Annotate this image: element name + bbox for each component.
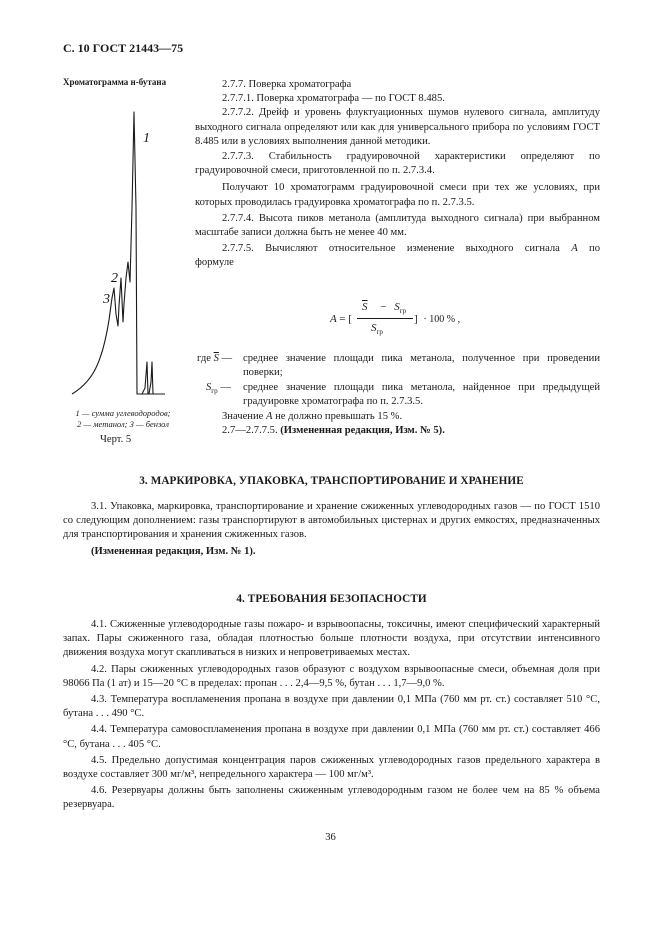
peak-label-2: 2 xyxy=(111,271,118,286)
formula-fraction-bar xyxy=(357,318,413,319)
formula-denominator xyxy=(371,322,383,336)
formula-tail xyxy=(414,313,460,325)
amendment-2-7 xyxy=(222,424,445,438)
para-4-6: 4.6. Резервуары должны быть заполнены сжиженным углеводородным газом не более чем на 85 % объема резервуара. xyxy=(63,785,600,811)
legend-line-2: 2 — метанол; 3 — бензол xyxy=(77,419,169,429)
amendment-note: (Измененная редакция, Изм. № 5). xyxy=(280,425,445,436)
para-formula-word: формуле xyxy=(195,257,234,269)
where-label xyxy=(197,352,232,366)
figure-title: Хроматограмма н-бутана xyxy=(63,77,167,87)
limit-text xyxy=(222,410,402,424)
page-number: 36 xyxy=(325,832,336,843)
sgr-sub: гр xyxy=(211,387,218,396)
peak-label-1: 1 xyxy=(143,131,150,146)
sgr-dash: — xyxy=(220,382,231,393)
formula-den-s: S xyxy=(371,322,377,334)
para-2-7-7-3: 2.7.7.3. Стабильность градуировочной характеристики определяют по градуировочной смеси, приготовленной по п. 2.7.3.4. xyxy=(195,151,600,177)
formula-s-gr: S xyxy=(394,301,400,313)
var-a: A xyxy=(571,243,578,255)
para-4-5: 4.5. Предельно допустимая концентрация паров сжиженных углеводородных газов предельного характера в воздухе составляет 300 мг/м³, непредельного характера — 100 мг/м³. xyxy=(63,754,600,781)
chromatogram-peak-3 xyxy=(149,362,165,394)
where-word: где xyxy=(197,353,211,364)
sgr-definition: среднее значение площади пика метанола, найденное при предыдущей градуировке хроматографа по п. 2.7.3.5. xyxy=(243,382,600,408)
chromatogram-figure xyxy=(62,92,192,402)
para-2-7-7-2: 2.7.7.2. Дрейф и уровень флуктуационных шумов нулевого сигнала, амплитуду выходного сигнала определяют или как для универсального прибора по условиям ГОСТ 8.485 или в условиях выполнения данной методики. xyxy=(195,107,600,147)
formula-s-bar: $\overline{S}$ xyxy=(362,301,368,313)
para-4-2: 4.2. Пары сжиженных углеводородных газов образуют с воздухом взрывоопасные смеси, объемная доля при 98066 Па (1 ат) и 15—20 °С в пределах: пропан . . . 2,4—9,5 %, бутан . . . 1,7—9,0 %. xyxy=(63,663,600,689)
sgr-symbol: S xyxy=(206,382,212,393)
running-header: С. 10 ГОСТ 21443—75 xyxy=(63,41,184,55)
section-2-7-7 xyxy=(195,78,600,271)
para-get-10: Получают 10 хроматограмм градуировочной смеси при тех же условиях, при которых проводилась градуировка хроматографа по п. 2.7.3.5. xyxy=(195,182,600,208)
amendment-ref: 2.7—2.7.7.5. xyxy=(222,425,278,436)
section-3-title: 3. МАРКИРОВКА, УПАКОВКА, ТРАНСПОРТИРОВАНИЕ И ХРАНЕНИЕ xyxy=(139,475,524,487)
formula-sub-gr: гр xyxy=(399,307,407,316)
amendment-3: (Измененная редакция, Изм. № 1). xyxy=(91,545,256,557)
section-3-body xyxy=(63,500,600,559)
para-2-7-7-1: 2.7.7.1. Поверка хроматографа — по ГОСТ 8.485. xyxy=(222,93,445,105)
para-2-7-7: 2.7.7. Поверка хроматографа xyxy=(222,79,352,90)
para-3-1: 3.1. Упаковка, маркировка, транспортирование и хранение сжиженных углеводородных газов — по ГОСТ 1510 со следующим дополнением: газы транспортируют в автомобильных цистернах и других емкостях, предназначенных для транспортирования и хранения сжиженных газов. xyxy=(63,501,600,541)
limit-b: не должно превышать 15 %. xyxy=(275,411,403,422)
formula-a: A xyxy=(330,313,337,325)
para-4-1: 4.1. Сжиженные углеводородные газы пожаро- и взрывоопасны, токсичны, имеют специфический характерный запах. Пары сжиженного газа, обладая плотностью больше плотности воздуха, при отсутствии интенсивного движения воздуха могут скапливаться в низких и непроветриваемых местах. xyxy=(63,619,600,659)
para-2-7-7-5-po: по xyxy=(589,243,600,255)
section-4-title: 4. ТРЕБОВАНИЯ БЕЗОПАСНОСТИ xyxy=(236,593,427,605)
formula-lhs xyxy=(330,313,352,325)
where-dash: — xyxy=(221,353,233,364)
where-s-symbol: $\overline{S}$ xyxy=(213,353,219,364)
limit-a: Значение xyxy=(222,411,264,422)
where-s-definition: среднее значение площади пика метанола, полученное при проведении поверки; xyxy=(243,353,600,379)
formula-eq: = [ xyxy=(339,313,352,325)
limit-var: A xyxy=(265,411,273,422)
formula-times-100: · 100 % , xyxy=(423,314,461,325)
legend-line-1: 1 — сумма углеводородов; xyxy=(75,408,171,418)
figure-caption: Черт. 5 xyxy=(100,434,132,445)
para-2-7-7-4: 2.7.7.4. Высота пиков метанола (амплитуда выходного сигнала) при выбранном масштабе записи должна быть не менее 40 мм. xyxy=(195,212,600,239)
para-2-7-7-5-text: 2.7.7.5. Вычисляют относительное изменение выходного сигнала xyxy=(222,243,560,255)
formula-den-sub: гр xyxy=(376,328,383,337)
para-4-4: 4.4. Температура самовоспламенения пропана в воздухе при давлении 0,1 МПа (760 мм рт. ст.) составляет 466 °С, бутана . . . 405 °С. xyxy=(63,724,600,750)
formula-minus: − xyxy=(380,301,387,313)
figure-legend xyxy=(58,408,188,430)
formula-close: ] xyxy=(414,313,418,325)
section-4-body xyxy=(63,618,600,813)
chromatogram-peak-2 xyxy=(142,362,148,394)
para-4-3: 4.3. Температура воспламенения пропана в воздухе при давлении 0,1 МПа (760 мм рт. ст.) составляет 510 °С, бутана . . . 490 °С. xyxy=(63,694,600,720)
para-2-7-7-5 xyxy=(195,242,600,256)
chromatogram-curve xyxy=(72,112,162,394)
formula-numerator xyxy=(362,301,406,315)
peak-label-3: 3 xyxy=(103,292,110,307)
sgr-label xyxy=(206,381,231,398)
